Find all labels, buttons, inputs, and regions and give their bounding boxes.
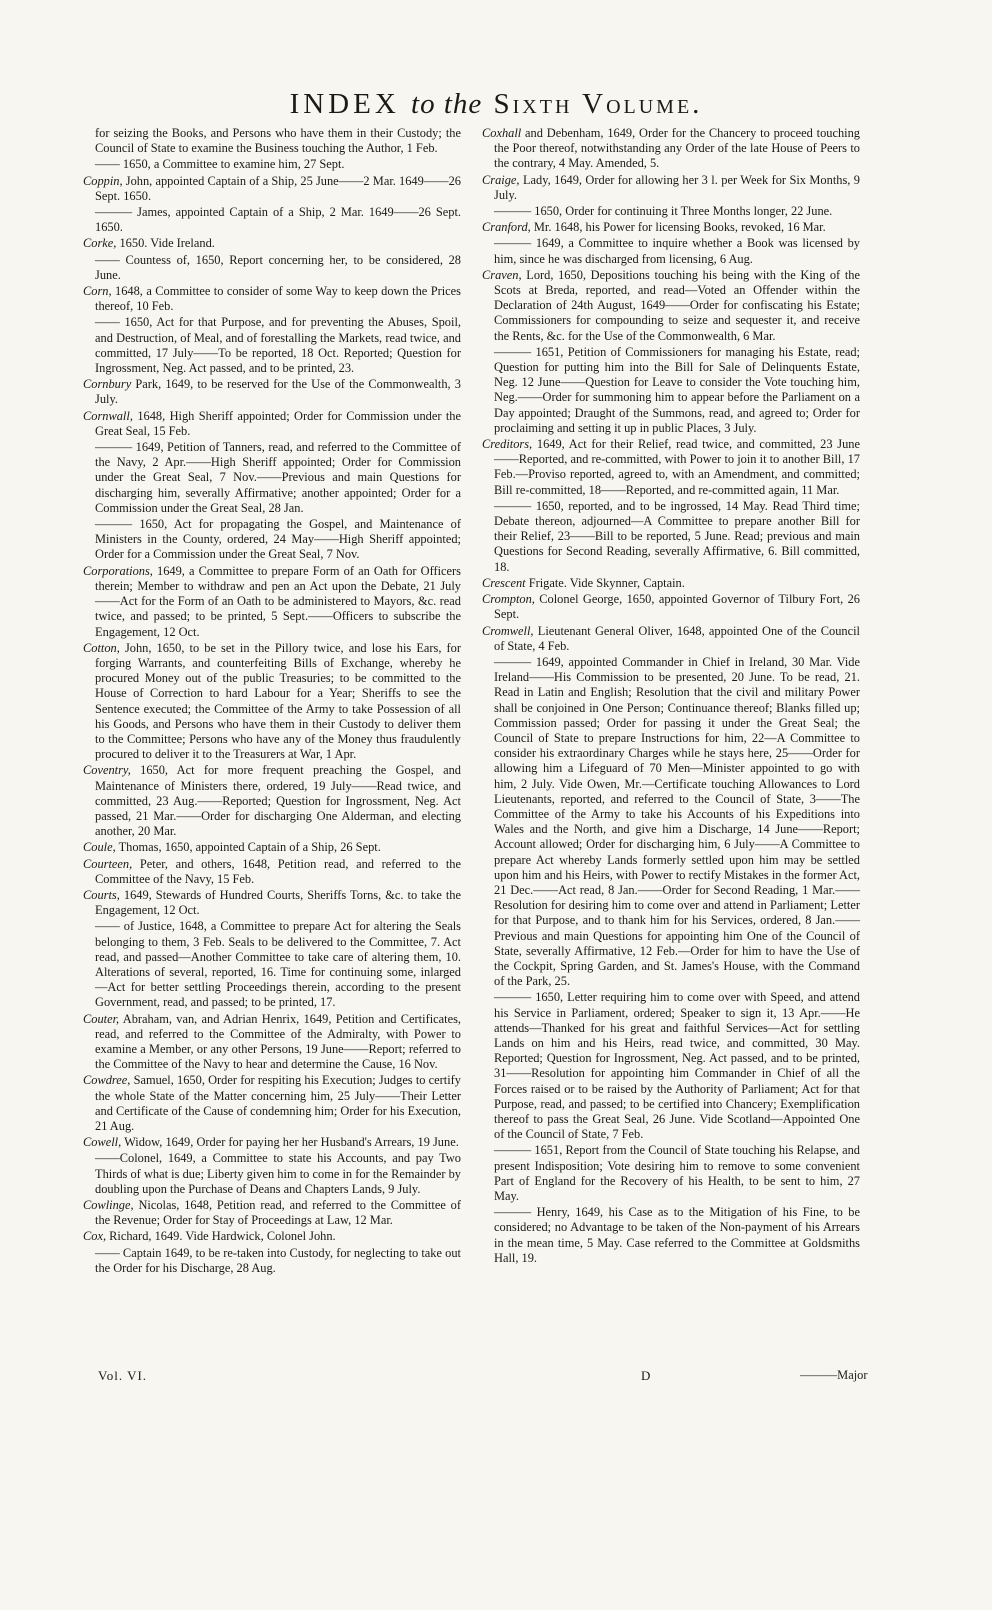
index-entry — [482, 655, 860, 989]
index-entry — [83, 888, 461, 918]
entry-text: Park, 1649, to be reserved for the Use of the Commonwealth, 3 July. — [95, 377, 461, 407]
entry-heading: Cowlinge, — [83, 1198, 134, 1213]
page-title — [0, 88, 992, 121]
entry-heading: Crescent — [482, 575, 526, 590]
index-entry — [83, 763, 461, 839]
entry-text: and Debenham, 1649, Order for the Chancery to proceed touching the Poor thereof, notwithstanding any Order of the late House of Peers to the contrary, 4 May. Amended, 5. — [494, 126, 860, 171]
entry-text: ——— 1650, Order for continuing it Three Months longer, 22 June. — [494, 204, 833, 219]
entry-heading: Craige, — [482, 172, 520, 187]
entry-heading: Craven, — [482, 267, 522, 282]
index-entry — [482, 1143, 860, 1204]
index-entry — [482, 345, 860, 436]
entry-heading: Corke, — [83, 236, 117, 251]
index-entry — [482, 499, 860, 575]
entry-text: Thomas, 1650, appointed Captain of a Ship, 26 Sept. — [115, 840, 381, 855]
index-entry — [83, 919, 461, 1010]
entry-heading: Courteen, — [83, 856, 133, 871]
index-entry — [83, 857, 461, 887]
entry-text: —— Countess of, 1650, Report concerning her, to be considered, 28 June. — [95, 252, 461, 282]
entry-text: 1650. Vide Ireland. — [116, 236, 215, 251]
entry-text: ——— 1649, Petition of Tanners, read, and referred to the Committee of the Navy, 2 Apr.——High Sheriff appointed; Order for Commission under the Great Seal, 7 Nov.——Previous and main Questions for discharging him, severally Affirmative; another appointed; Order for a Commission under the Great Seal, 28 Jan. — [95, 440, 461, 515]
title-to-the: to the — [411, 88, 483, 120]
entry-text: ——— 1650, Letter requiring him to come over with Speed, and attend his Service in Parliament, ordered; Speaker to sign it, 13 Apr.——He attends—Thanked for his great and faithful Services—Act for settling Lands on him and his Heirs, read twice, and committed, 30 May. Reported; Question for Ingrossment, Neg. Act passed, and to be printed, 31——Resolution for appointing him Commander in Chief of all the Forces raised or to be raised by the Authority of Parliament; Act for that Purpose, read, and passed; to be certified into Chancery; Exemplification thereof to pass the Great Seal, 26 June. Vide Scotland—Appointed One of the Council of State, 7 Feb. — [494, 990, 860, 1142]
entry-text: Mr. 1648, his Power for licensing Books, revoked, 16 Mar. — [530, 220, 826, 235]
entry-text: ——— Henry, 1649, his Case as to the Mitigation of his Fine, to be considered; no Advantage to be taken of the Non-payment of his Arrears in the mean time, 5 May. Case referred to the Committee at Goldsmiths Hall, 19. — [494, 1205, 860, 1265]
entry-text: Lady, 1649, Order for allowing her 3 l. per Week for Six Months, 9 July. — [494, 172, 860, 202]
entry-text: ——— 1650, Act for propagating the Gospel, and Maintenance of Ministers in the County, ordered, 24 May——High Sheriff appointed; Order for a Commission under the Great Seal, 7 Nov. — [95, 517, 461, 562]
entry-text: 1649, a Committee to prepare Form of an Oath for Officers therein; Member to withdraw and pen an Act upon the Debate, 21 July——Act for the Form of an Oath to be administered to Mayors, &c. read twice, and passed; to be printed, 5 Sept.——Officers to subscribe the Engagement, 12 Oct. — [95, 563, 461, 639]
entry-heading: Couter, — [83, 1011, 120, 1026]
entry-heading: Corn, — [83, 284, 112, 299]
entry-heading: Cranford, — [482, 220, 531, 235]
entry-text: —— Captain 1649, to be re-taken into Custody, for neglecting to take out the Order for his Discharge, 28 Aug. — [95, 1245, 461, 1275]
entry-heading: Crompton, — [482, 592, 535, 607]
entry-text: John, appointed Captain of a Ship, 25 June——2 Mar. 1649——26 Sept. 1650. — [95, 173, 461, 203]
index-entry — [83, 564, 461, 640]
entry-heading: Coventry, — [83, 763, 131, 778]
title-volume: Sixth Volume. — [493, 88, 703, 120]
index-entry — [482, 1205, 860, 1266]
entry-text: ——— 1651, Petition of Commissioners for managing his Estate, read; Question for putting him into the Bill for Sale of Delinquents Estate, Neg. 12 June——Question for Leave to consider the Vote touching him, Neg.——Order for summoning him to appear before the Parliament on a Day appointed; Draught of the Summons, read, and agreed to; Order for proclaiming and setting it up in public Places, 3 July. — [494, 344, 860, 435]
entry-text: Richard, 1649. Vide Hardwick, Colonel John. — [106, 1229, 336, 1244]
index-entry — [83, 440, 461, 516]
entry-heading: Cox, — [83, 1229, 107, 1244]
index-entry — [83, 253, 461, 283]
entry-text: 1649, Stewards of Hundred Courts, Sheriffs Torns, &c. to take the Engagement, 12 Oct. — [95, 887, 461, 918]
entry-heading: Cornwall, — [83, 408, 133, 423]
entry-text: —— of Justice, 1648, a Committee to prepare Act for altering the Seals belonging to them, 3 Feb. Seals to be delivered to the Committee, 7. Act read, and passed—Another Committee to take care of altering them, 10. Alterations of several, reported, 16. Time for continuing some, inlarged—Act for better settling Proceedings therein, according to the present Government, read, and passed; to be printed, 17. — [95, 919, 461, 1010]
index-entry — [83, 126, 461, 156]
index-entry — [83, 1012, 461, 1073]
entry-text: —— 1650, Act for that Purpose, and for preventing the Abuses, Spoil, and Destruction, of Meal, and of forestalling the Markets, read twice, and committed, 17 July——To be reported, 18 Oct. Reported; Question for Ingrossment, Neg. Act passed, and to be printed, 23. — [95, 315, 461, 376]
title-index: INDEX — [289, 88, 400, 120]
entry-text: 1649, Act for their Relief, read twice, and committed, 23 June——Reported, and re-committed, with Power to join it to another Bill, 17 Feb.—Proviso reported, agreed to, with an Amendment, and committed; Bill re-committed, 18——Reported, and re-committed again, 11 Mar. — [494, 437, 860, 497]
entry-heading: Cotton, — [83, 640, 120, 655]
entry-heading: Cornbury — [83, 377, 132, 392]
entry-heading: Cromwell, — [482, 623, 534, 638]
index-entry — [83, 377, 461, 407]
index-entry — [83, 284, 461, 314]
entry-text: for seizing the Books, and Persons who have them in their Custody; the Council of State to examine the Business touching the Author, 1 Feb. — [95, 126, 461, 156]
left-column — [83, 126, 461, 1277]
entry-text: Colonel George, 1650, appointed Governor of Tilbury Fort, 26 Sept. — [494, 592, 860, 622]
index-entry — [482, 437, 860, 498]
index-entry — [482, 220, 860, 235]
footer-signature: D — [641, 1368, 652, 1383]
entry-heading: Cowell, — [83, 1135, 122, 1150]
index-entry — [83, 236, 461, 251]
index-entry — [83, 840, 461, 855]
index-entry — [482, 990, 860, 1142]
index-entry — [482, 173, 860, 203]
index-entry — [83, 1229, 461, 1244]
entry-text: Abraham, van, and Adrian Henrix, 1649, Petition and Certificates, read, and referred to the Committee of the Admiralty, with Power to examine a Member, or any other Persons, 19 June——Report; referred to the Committee of the Navy to hear and determine the Cause, 16 Nov. — [95, 1011, 461, 1072]
entry-text: 1648, a Committee to consider of some Way to keep down the Prices thereof, 10 Feb. — [95, 284, 461, 314]
entry-text: ——— James, appointed Captain of a Ship, 2 Mar. 1649——26 Sept. 1650. — [95, 205, 461, 235]
index-entry — [482, 236, 860, 266]
index-entry — [482, 624, 860, 654]
entry-text: ——— 1649, appointed Commander in Chief in Ireland, 30 Mar. Vide Ireland——His Commission to be presented, 20 June. To be read, 21. Read in Latin and English; Resolution that the civil and military Power shall be conjoined in One Person; Continuance thereof; Blanks filled up; Commission passed; Order for passing it under the Great Seal; the Council of State to prepare Instructions for him, 22—A Committee to consider his extraordinary Charges while he stays here, 25——Order for allowing him a Lifeguard of 70 Men—Minister appointed to go with him, 2 July. Vide Owen, Mr.—Certificate touching Allowances to Lord Lieutenants, reported, and referred to the Council of State, 3——The Committee of the Army to take his Accounts of his Expeditions into Wales and the North, and give him a Discharge, 14 June——Report; Account allowed; Order for discharging him, 6 July——A Committee to prepare Act whereby Lands formerly settled upon him may be settled upon him and his Heirs, with Power to rectify Mistakes in the former Act, 21 Dec.——Act read, 8 Jan.——Order for Second Reading, 1 Mar.——Resolution for desiring him to come over and attend in Parliament; Letter for that Purpose, and to thank him for his Services, ordered, 8 Jan.——Previous and main Questions for appointing him One of the Council of State, severally Affirmative, 12 Feb.—Order for him to have the Use of the Cockpit, Spring Garden, and St. James's House, with the Command of the Park, 25. — [494, 654, 860, 989]
index-entry — [83, 1073, 461, 1134]
entry-text: ——— 1649, a Committee to inquire whether a Book was licensed by him, since he was discharged from licensing, 6 Aug. — [494, 236, 860, 266]
entry-text: John, 1650, to be set in the Pillory twice, and lose his Ears, for forging Warrants, and counterfeiting Bills of Exchange, whereby he procured Money out of the public Treasuries; to be committed to the House of Correction to hard Labour for a Year; Sheriffs to see the Sentence executed; the Committee of the Army to take Possession of all his Goods, and Persons who have them in their Custody to deliver them to the Committee; Persons who have any of the Money thus fraudulently procured to deliver it to the Treasurers at War, 1 Apr. — [95, 640, 461, 762]
index-entry — [482, 576, 860, 591]
entry-text: 1650, Act for more frequent preaching the Gospel, and Maintenance of Ministers there, ordered, 19 July——Read twice, and committed, 23 Aug.——Reported; Question for Ingrossment, Neg. Act passed, 21 Mar.——Order for discharging One Alderman, and electing another, 20 Mar. — [95, 763, 461, 839]
index-entry — [83, 205, 461, 235]
entry-text: Lord, 1650, Depositions touching his being with the King of the Scots at Breda, reported, and read—Voted an Offender within the Declaration of 24th August, 1649——Order for confiscating his Estate; Commissioners for compounding to seize and sequester it, and receive the Rents, &c. for the Use of the Commonwealth, 6 Mar. — [494, 267, 860, 343]
entry-text: Samuel, 1650, Order for respiting his Execution; Judges to certify the whole State of the Matter concerning him, 25 July——Their Letter and Certificate of the Cause of condemning him; Order for his Execution, 21 Aug. — [95, 1073, 461, 1133]
entry-heading: Courts, — [83, 887, 120, 902]
footer-catchword: ———Major — [800, 1368, 868, 1382]
index-entry — [83, 315, 461, 376]
index-entry — [83, 1246, 461, 1276]
entry-heading: Cowdree, — [83, 1073, 131, 1088]
index-entry — [482, 592, 860, 622]
entry-text: Peter, and others, 1648, Petition read, and referred to the Committee of the Navy, 15 Feb. — [95, 856, 461, 886]
entry-text: ——Colonel, 1649, a Committee to state his Accounts, and pay Two Thirds of what is due; Liberty given him to come in for the Remainder by doubling upon the Purchase of Deans and Chapters Lands, 9 July. — [95, 1151, 461, 1196]
index-entry — [482, 126, 860, 172]
entry-text: —— 1650, a Committee to examine him, 27 Sept. — [95, 157, 345, 172]
index-entry — [83, 517, 461, 563]
entry-heading: Coxhall — [482, 126, 522, 140]
entry-heading: Coule, — [83, 840, 116, 855]
index-entry — [83, 1151, 461, 1197]
footer-volume: Vol. VI. — [98, 1368, 148, 1383]
index-entry — [83, 174, 461, 204]
entry-text: Frigate. Vide Skynner, Captain. — [525, 575, 685, 590]
entry-text: Nicolas, 1648, Petition read, and referred to the Committee of the Revenue; Order for Stay of Proceedings at Law, 12 Mar. — [95, 1198, 461, 1228]
entry-text: 1648, High Sheriff appointed; Order for Commission under the Great Seal, 15 Feb. — [95, 408, 461, 438]
entry-heading: Corporations, — [83, 563, 153, 578]
index-entry — [83, 641, 461, 763]
entry-text: Widow, 1649, Order for paying her her Husband's Arrears, 19 June. — [121, 1135, 459, 1150]
index-entry — [83, 1198, 461, 1228]
index-entry — [482, 204, 860, 219]
entry-text: Lieutenant General Oliver, 1648, appointed One of the Council of State, 4 Feb. — [494, 623, 860, 653]
entry-heading: Creditors, — [482, 437, 533, 452]
entry-text: ——— 1650, reported, and to be ingrossed, 14 May. Read Third time; Debate thereon, adjourned—A Committee to prepare another Bill for their Relief, 23——Bill to be reported, 5 June. Read; previous and main Questions for Second Reading, severally Affirmative, 6. Bill committed, 18. — [494, 498, 860, 574]
index-entry — [482, 268, 860, 344]
entry-heading: Coppin, — [83, 173, 123, 188]
index-entry — [83, 157, 461, 172]
index-entry — [83, 409, 461, 439]
right-column — [482, 126, 860, 1267]
entry-text: ——— 1651, Report from the Council of State touching his Relapse, and present Indisposition; Vote desiring him to remove to some convenient Part of England for the Recovery of his Health, to be sent to him, 27 May. — [494, 1143, 860, 1204]
index-entry — [83, 1135, 461, 1150]
